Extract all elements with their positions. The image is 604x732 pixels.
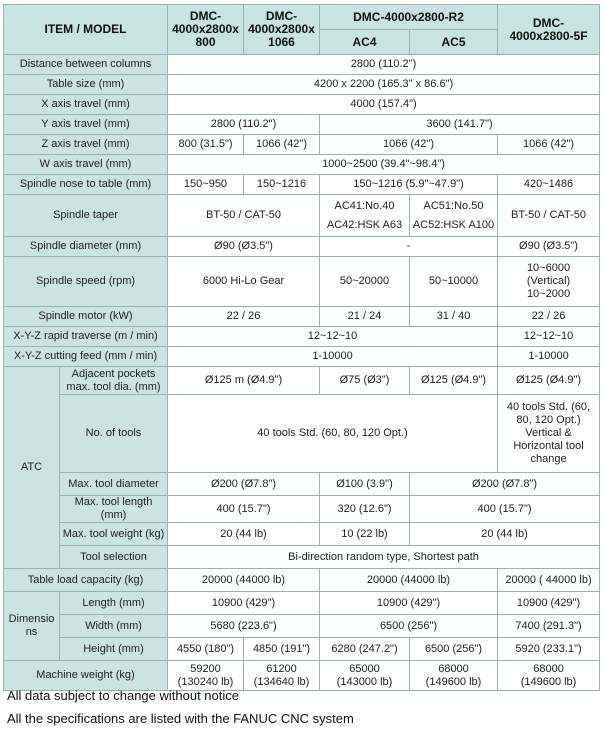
cell-value: 1000~2500 (39.4"~98.4") [168, 155, 600, 175]
row-label: Length (mm) [60, 592, 168, 615]
cell-value: 4000 (157.4") [168, 95, 600, 115]
cell-value: 5920 (233.1") [498, 638, 600, 661]
row-label: Distance between columns [4, 55, 168, 75]
table-row [4, 615, 600, 638]
table-row [4, 75, 600, 95]
cell-value: Ø75 (Ø3") [320, 367, 410, 395]
cell-value: 20000 (44000 lb) [168, 569, 320, 592]
row-label: Z axis travel (mm) [4, 135, 168, 155]
cell-value: 400 (15.7") [410, 496, 600, 523]
row-label: Max. tool weight (kg) [60, 523, 168, 546]
cell-value: Ø125 (Ø4.9") [498, 367, 600, 395]
table-row [4, 347, 600, 367]
cell-value: 2800 (110.2") [168, 115, 320, 135]
cell-value: 320 (12.6") [320, 496, 410, 523]
table-row [4, 257, 600, 307]
cell-value: AC51:No.50 AC52:HSK A100 [410, 195, 498, 237]
atc-group-label: ATC [4, 367, 60, 569]
table-row [4, 55, 600, 75]
cell-value: 420~1486 [498, 175, 600, 195]
cell-value: 1-10000 [498, 347, 600, 367]
cell-value: 10~6000 (Vertical) 10~2000 [498, 257, 600, 307]
cell-value: 20000 (44000 lb) [320, 569, 498, 592]
table-row [4, 473, 600, 496]
cell-value: 4200 x 2200 (165.3" x 86.6") [168, 75, 600, 95]
cell-value: 3600 (141.7") [320, 115, 600, 135]
cell-value: 6500 (256") [320, 615, 498, 638]
cell-value: 12~12~10 [168, 327, 498, 347]
cell-value: 1-10000 [168, 347, 498, 367]
table-row [4, 327, 600, 347]
table-row [4, 115, 600, 135]
row-label: Height (mm) [60, 638, 168, 661]
model-3-header: DMC-4000x2800-R2 [320, 5, 498, 30]
table-row [4, 195, 600, 237]
row-label: Table size (mm) [4, 75, 168, 95]
row-label: Y axis travel (mm) [4, 115, 168, 135]
cell-value: AC41:No.40 AC42:HSK A63 [320, 195, 410, 237]
cell-value: 65000 (143000 lb) [320, 661, 410, 691]
row-label: Max. tool diameter [60, 473, 168, 496]
cell-value: 6500 (256") [410, 638, 498, 661]
table-row [4, 95, 600, 115]
cell-value: 40 tools Std. (60, 80, 120 Opt.) Vertical & Horizontal tool change [498, 395, 600, 473]
header-row [4, 5, 600, 30]
row-label: Max. tool length (mm) [60, 496, 168, 523]
row-label: Width (mm) [60, 615, 168, 638]
row-label: W axis travel (mm) [4, 155, 168, 175]
row-label: Machine weight (kg) [4, 661, 168, 691]
cell-value: 1066 (42") [498, 135, 600, 155]
table-row [4, 523, 600, 546]
row-label: Spindle nose to table (mm) [4, 175, 168, 195]
cell-value: 1066 (42") [320, 135, 498, 155]
cell-value: Ø90 (Ø3.5") [168, 237, 320, 257]
cell-value: Ø90 (Ø3.5") [498, 237, 600, 257]
cell-value: 10900 (429") [168, 592, 320, 615]
cell-value: 2800 (110.2") [168, 55, 600, 75]
table-row [4, 367, 600, 395]
table-row [4, 661, 600, 691]
table-row [4, 395, 600, 473]
table-row [4, 546, 600, 569]
cell-value: 5680 (223.6") [168, 615, 320, 638]
cell-value: Ø125 (Ø4.9") [410, 367, 498, 395]
cell-value: 10900 (429") [498, 592, 600, 615]
cell-value: 150~950 [168, 175, 244, 195]
table-row [4, 569, 600, 592]
row-label: Adjacent pockets max. tool dia. (mm) [60, 367, 168, 395]
cell-value: 10900 (429") [320, 592, 498, 615]
cell-value: 31 / 40 [410, 307, 498, 327]
cell-value: Ø100 (3.9") [320, 473, 410, 496]
cell-value: 7400 (291.3") [498, 615, 600, 638]
cell-value: 61200 (134640 lb) [244, 661, 320, 691]
cell-value: Ø125 m (Ø4.9") [168, 367, 320, 395]
table-row [4, 496, 600, 523]
cell-value: 800 (31.5") [168, 135, 244, 155]
row-label: X axis travel (mm) [4, 95, 168, 115]
row-label: Tool selection [60, 546, 168, 569]
table-row [4, 307, 600, 327]
cell-value: BT-50 / CAT-50 [168, 195, 320, 237]
cell-value: Ø200 (Ø7.8") [410, 473, 600, 496]
cell-value: 22 / 26 [168, 307, 320, 327]
note-fanuc-system: All the specifications are listed with the FANUC CNC system [7, 711, 354, 726]
row-label: Table load capacity (kg) [4, 569, 168, 592]
cell-value: 50~20000 [320, 257, 410, 307]
model-4-header: DMC- 4000x2800-5F [498, 5, 600, 55]
row-label: Spindle taper [4, 195, 168, 237]
cell-value: 20 (44 lb) [410, 523, 600, 546]
cell-value: 21 / 24 [320, 307, 410, 327]
cell-value: 1066 (42") [244, 135, 320, 155]
note-change-notice: All data subject to change without notice [7, 688, 239, 703]
cell-value: BT-50 / CAT-50 [498, 195, 600, 237]
cell-value: 4850 (191") [244, 638, 320, 661]
cell-value: 10 (22 lb) [320, 523, 410, 546]
spec-table [3, 4, 600, 691]
cell-value: Bi-direction random type, Shortest path [168, 546, 600, 569]
cell-value: 50~10000 [410, 257, 498, 307]
cell-value: 150~1216 [244, 175, 320, 195]
cell-value: 4550 (180") [168, 638, 244, 661]
row-label: No. of tools [60, 395, 168, 473]
dimensions-group-label: Dimensio ns [4, 592, 60, 661]
ac5-header: AC5 [410, 30, 498, 55]
table-row [4, 175, 600, 195]
cell-value: 6280 (247.2") [320, 638, 410, 661]
table-row [4, 237, 600, 257]
cell-value: 20000 ( 44000 lb) [498, 569, 600, 592]
table-row [4, 592, 600, 615]
table-row [4, 135, 600, 155]
row-label: Spindle diameter (mm) [4, 237, 168, 257]
cell-value: 40 tools Std. (60, 80, 120 Opt.) [168, 395, 498, 473]
cell-value: 6000 Hi-Lo Gear [168, 257, 320, 307]
table-row [4, 155, 600, 175]
row-label: X-Y-Z rapid traverse (m / min) [4, 327, 168, 347]
table-row [4, 638, 600, 661]
cell-value: 68000 (149600 lb) [498, 661, 600, 691]
row-label: X-Y-Z cutting feed (mm / min) [4, 347, 168, 367]
cell-value: 20 (44 lb) [168, 523, 320, 546]
ac4-header: AC4 [320, 30, 410, 55]
cell-value: 68000 (149600 lb) [410, 661, 498, 691]
cell-value: Ø200 (Ø7.8") [168, 473, 320, 496]
model-1-header: DMC- 4000x2800x 800 [168, 5, 244, 55]
item-model-header: ITEM / MODEL [4, 5, 168, 55]
cell-value: - [320, 237, 498, 257]
cell-value: 59200 (130240 lb) [168, 661, 244, 691]
model-2-header: DMC- 4000x2800x 1066 [244, 5, 320, 55]
row-label: Spindle speed (rpm) [4, 257, 168, 307]
cell-value: 22 / 26 [498, 307, 600, 327]
cell-value: 400 (15.7") [168, 496, 320, 523]
row-label: Spindle motor (kW) [4, 307, 168, 327]
cell-value: 12~12~10 [498, 327, 600, 347]
cell-value: 150~1216 (5.9"~47.9") [320, 175, 498, 195]
